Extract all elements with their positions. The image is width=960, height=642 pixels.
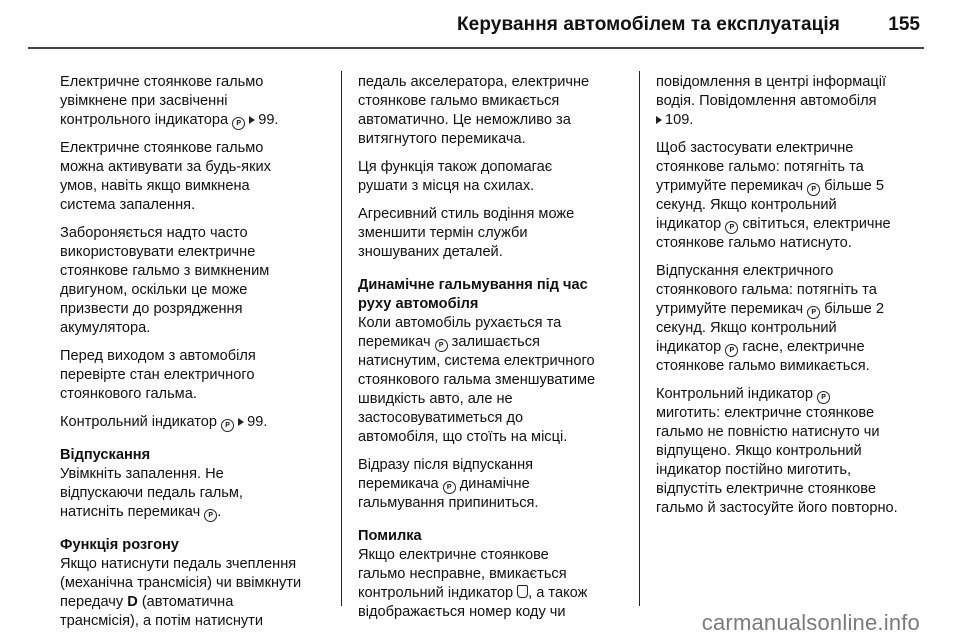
page-reference-arrow-icon [249, 116, 255, 124]
page-header [0, 0, 960, 50]
gear-label: D [127, 594, 138, 610]
section-heading: Функція розгону [60, 537, 179, 553]
column-3 [656, 73, 931, 527]
paragraph: Коли автомобіль рухається та перемикач P залишається натиснутим, система електричного стоянкового гальма зменшуватиме швидкість авто, але не застосовуватиметься до автомобіля, що стоїть на місці. [358, 315, 596, 445]
paragraph: повідомлення в центрі інформації водія. Повідомлення автомобіля 109. [656, 74, 887, 128]
paragraph: Щоб застосувати електричне стоянкове гальмо: потягніть та утримуйте перемикач P більше 5 секунд. Якщо контрольний індикатор P світиться, електричне стоянкове гальмо натиснуто. [656, 140, 891, 251]
section-heading: Динамічне гальмування під час руху автомобіля [358, 277, 588, 312]
watermark: carmanualsonline.info [701, 610, 920, 635]
parking-brake-icon: P [204, 509, 217, 522]
parking-brake-icon: P [817, 391, 830, 404]
parking-brake-icon: P [221, 419, 234, 432]
parking-brake-icon: P [807, 183, 820, 196]
paragraph: Ця функція також допомагає рушати з місця на схилах. [358, 159, 553, 194]
paragraph: Електричне стоянкове гальмо можна активувати за будь-яких умов, навіть якщо вимкнена система запалення. [60, 140, 271, 213]
page-reference-arrow-icon [656, 116, 662, 124]
paragraph: Контрольний індикатор P 99. [60, 414, 268, 430]
parking-brake-icon: P [232, 117, 245, 130]
paragraph: Перед виходом з автомобіля перевірте стан електричного стоянкового гальма. [60, 348, 256, 402]
parking-brake-icon: P [725, 221, 738, 234]
parking-brake-icon: P [725, 344, 738, 357]
parking-brake-icon: P [443, 481, 456, 494]
column-divider [639, 71, 640, 606]
section-startup [60, 536, 335, 631]
section-heading: Відпускання [60, 447, 151, 463]
parking-brake-icon: P [435, 339, 448, 352]
paragraph: Відразу після відпускання перемикача P динамічне гальмування припиниться. [358, 457, 539, 511]
paragraph: Агресивний стиль водіння може зменшити термін служби зношуваних деталей. [358, 206, 575, 260]
header-rule [28, 47, 924, 49]
header-title: Керування автомобілем та експлуатація [456, 14, 840, 35]
section-dynamic-braking [358, 276, 633, 513]
service-indicator-icon [517, 585, 528, 598]
paragraph: Забороняється надто часто використовувати електричне стоянкове гальмо з вимкненим двигуном, оскільки це може призвести до розрядження акумулятора. [60, 225, 270, 336]
paragraph: Якщо електричне стоянкове гальмо несправне, вмикається контрольний індикатор , а також відображається номер коду чи [358, 547, 588, 620]
section-fault [358, 527, 633, 622]
column-1 [60, 73, 335, 640]
paragraph: педаль акселератора, електричне стоянкове гальмо вмикається автоматично. Це неможливо за витягнутого перемикача. [358, 74, 590, 147]
paragraph: Увімкніть запалення. Не відпускаючи педаль гальм, натисніть перемикач P . [60, 466, 243, 520]
paragraph: Контрольний індикатор P миготить: електричне стоянкове гальмо не повністю натиснуто чи відпущено. Якщо контрольний індикатор постійно миготить, відпустіть електричне стоянкове гальмо й застосуйте його повторно. [656, 386, 898, 516]
column-2 [358, 73, 633, 631]
parking-brake-icon: P [807, 306, 820, 319]
paragraph: Відпускання електричного стоянкового гальма: потягніть та утримуйте перемикач P більше 2 секунд. Якщо контрольний індикатор P гасне, електричне стоянкове гальмо вимикається. [656, 263, 884, 374]
section-heading: Помилка [358, 528, 422, 544]
page-reference-arrow-icon [238, 418, 244, 426]
paragraph: Якщо натиснути педаль зчеплення (механічна трансмісія) чи ввімкнути передачу D (автоматична трансмісія), а потім натиснути [60, 556, 302, 629]
column-divider [341, 71, 342, 606]
page-number: 155 [888, 14, 920, 35]
paragraph: Електричне стоянкове гальмо увімкнене при засвіченні контрольного індикатора P 99. [60, 74, 279, 128]
section-release [60, 446, 335, 522]
